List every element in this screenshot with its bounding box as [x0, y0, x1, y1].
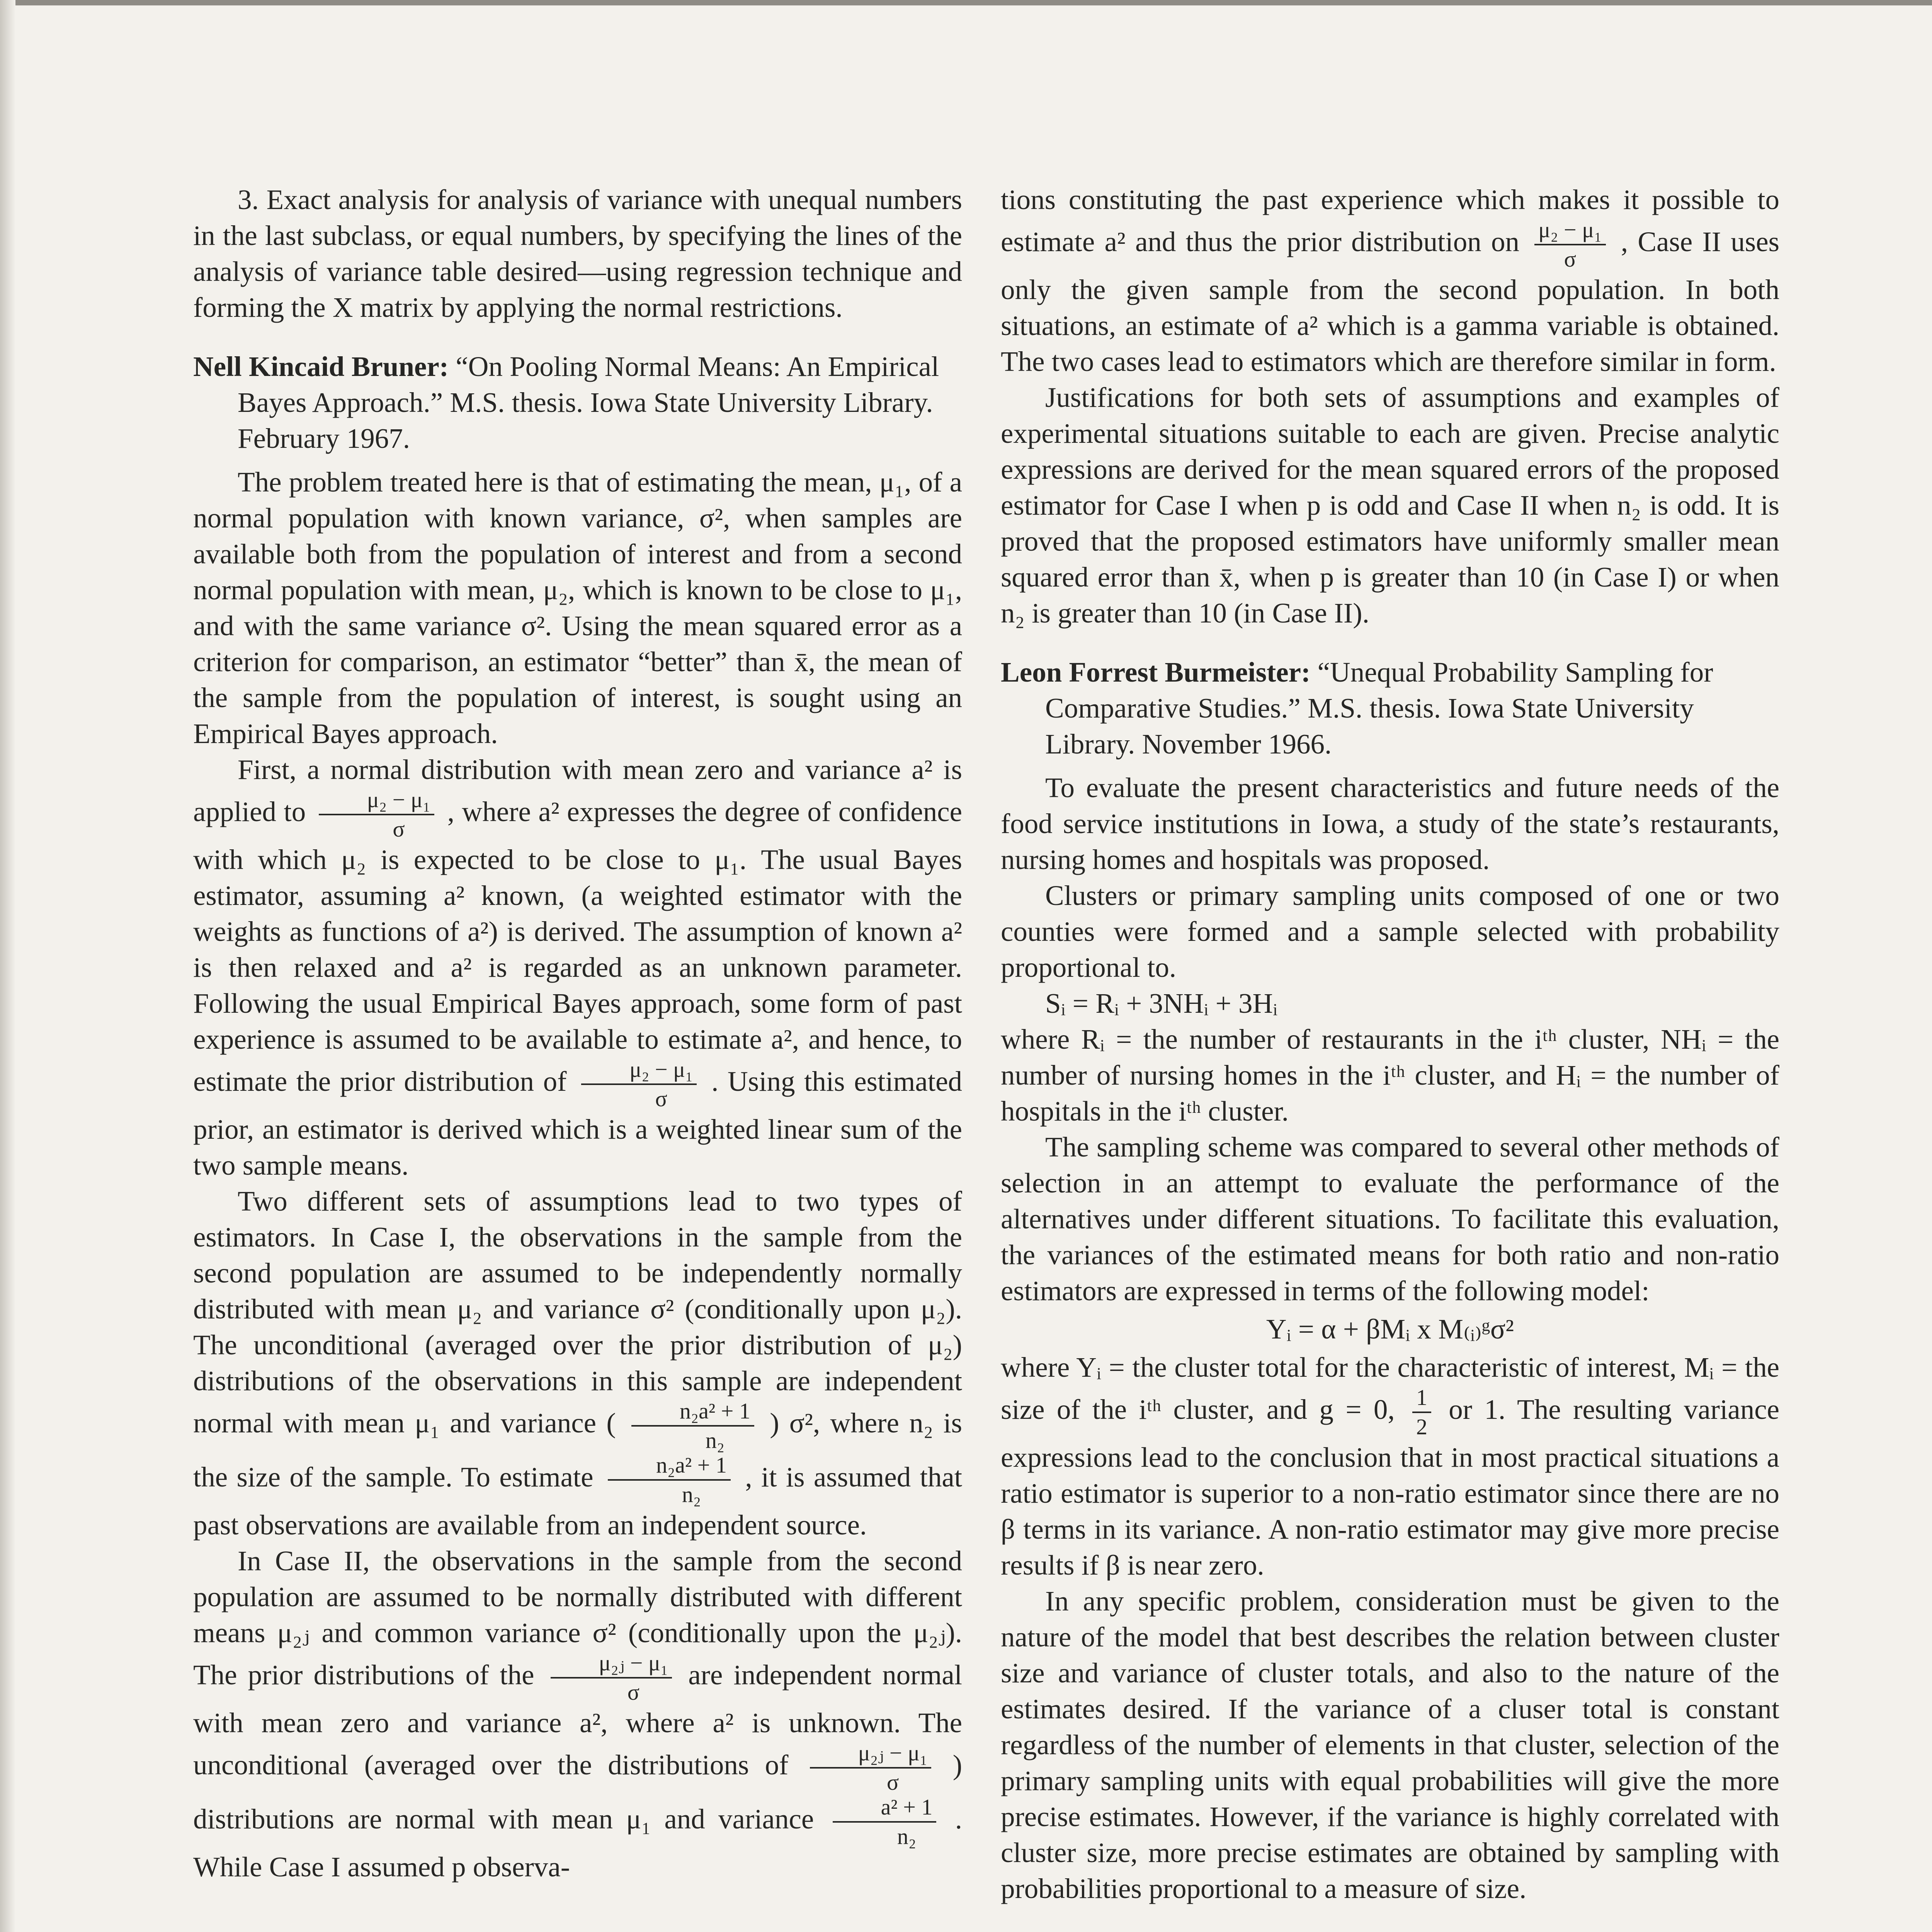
fraction: [1534, 218, 1605, 272]
paragraph: In any specific problem, consideration must be given to the nature of the model that best describes the relation between cluster size and variance of cluster totals, and also to the nature of the estimates desired. If the variance of a cluser total is constant regardless of the number of elements in that cluster, selection of the primary sampling units with equal probabilities will give the more precise estimates. However, if the variance is highly correlated with cluster size, more precise estimates are obtained by sampling with probabilities proportional to a measure of size.: [1001, 1585, 1779, 1904]
fraction-denominator: σ: [627, 1680, 640, 1705]
fraction-denominator: σ: [1564, 247, 1577, 272]
fraction: [833, 1795, 937, 1849]
text-run: . Using this estimated prior, an estimator is derived which is a weighted linear sum of the two sample means.: [193, 1065, 962, 1181]
text-run: tions constituting the past experience which makes it possible to estimate a² and thus the prior distribution on: [1001, 184, 1779, 257]
paragraph: [193, 752, 962, 1183]
fraction-numerator: μ₂ − μ₁: [319, 787, 434, 815]
paragraph: The sampling scheme was compared to several other methods of selection in an attempt to evaluate the performance of the alternatives under different situations. To facilitate this evaluation, the variances of the estimated means for both ratio and non-ratio estimators are expressed in terms of the following model:: [1001, 1131, 1779, 1306]
fraction-numerator: μ₂ⱼ − μ₁: [810, 1741, 932, 1769]
fraction-denominator: σ: [886, 1770, 899, 1795]
fraction-numerator: a² + 1: [833, 1795, 937, 1823]
fraction-denominator: 2: [1416, 1414, 1427, 1439]
fraction-denominator: n₂: [897, 1824, 917, 1849]
paragraph: Justifications for both sets of assumptions and examples of experimental situations suitable to each are given. Precise analytic expressions are derived for the mean squared errors of the proposed estimator for Case I when p is odd and Case II when n₂ is odd. It is proved that the proposed estimators have uniformly smaller mean squared error than x̄, when p is greater than 10 (in Case I) or when n₂ is greater than 10 (in Case II).: [1001, 382, 1779, 629]
paragraph: [1001, 182, 1779, 379]
fraction: [810, 1741, 932, 1795]
scan-edge-left: [0, 0, 15, 1932]
text-run: where Yᵢ = the cluster total for the characteristic of interest, Mᵢ = the size of the iᵗʰ cluster, and g = 0,: [1001, 1352, 1779, 1425]
fraction-numerator: μ₂ − μ₁: [1534, 218, 1605, 245]
equation: Sᵢ = Rᵢ + 3NHᵢ + 3Hᵢ: [1045, 988, 1278, 1019]
text-run: . While Case I assumed p observa-: [193, 1803, 962, 1883]
text-run: are independent normal with mean zero and variance a², where a² is unknown. The unconditional (averaged over the distributions of: [193, 1659, 962, 1781]
thesis-entry-burmeister: [1001, 654, 1779, 762]
text-run: ) σ², where n₂ is the size of the sample. To estimate: [193, 1407, 963, 1493]
fraction: [551, 1651, 672, 1705]
fraction-numerator: 1: [1412, 1385, 1431, 1413]
fraction: [631, 1399, 754, 1453]
text-run: Two different sets of assumptions lead to two types of estimators. In Case I, the observations in the sample from the second population are assumed to be independently normally distributed with mean μ₂ and variance σ² (conditionally upon μ₂). The unconditional (averaged over the prior distribution of μ₂) distributions of the observations in this sample are independent normal with mean μ₁ and variance (: [193, 1185, 962, 1439]
fraction: [1412, 1385, 1431, 1439]
entry-author: Nell Kincaid Bruner:: [193, 351, 449, 382]
text-run: ) distributions are normal with mean μ₁ and variance: [193, 1749, 963, 1835]
paragraph: [193, 1543, 962, 1885]
equation: Yᵢ = α + βMᵢ x M₍ᵢ₎ᵍσ²: [1266, 1313, 1514, 1345]
fraction-denominator: n₂: [682, 1482, 701, 1507]
thesis-entry-bruner: [193, 349, 962, 456]
entry-citation: “On Pooling Normal Means: An Empirical Bayes Approach.” M.S. thesis. Iowa State University Library. February 1967.: [238, 351, 939, 454]
text-run: First, a normal distribution with mean zero and variance a² is applied to: [193, 754, 962, 827]
fraction-numerator: n₂a² + 1: [631, 1399, 754, 1427]
text-run: or 1. The resulting variance expressions lead to the conclusion that in most practical situations a ratio estimator is superior to a non-ratio estimator since there are no β terms in its variance. A non-ratio estimator may give more precise results if β is near zero.: [1001, 1393, 1780, 1581]
text-run: , where a² expresses the degree of confidence with which μ₂ is expected to be close to μ₁. The usual Bayes estimator, assuming a² known, (a weighted estimator with the weights as functions of a²) is derived. The assumption of known a² is then relaxed and a² is regarded as an unknown parameter. Following the usual Empirical Bayes approach, some form of past experience is assumed to be available to estimate a², and hence, to estimate the prior distribution of: [193, 796, 963, 1097]
fraction-denominator: σ: [655, 1086, 667, 1111]
right-column: [1001, 182, 1779, 1906]
paragraph: The problem treated here is that of estimating the mean, μ₁, of a normal population with known variance, σ², when samples are available both from the population of interest and from a second normal population with mean, μ₂, which is known to be close to μ₁, and with the same variance σ². Using the mean squared error as a criterion for comparison, an estimator “better” than x̄, the mean of the sample from the population of interest, is sought using an Empirical Bayes approach.: [193, 466, 962, 749]
fraction: [319, 787, 434, 842]
text-run: In Case II, the observations in the sample from the second population are assumed to be normally distributed with different means μ₂ⱼ and common variance σ² (conditionally upon the μ₂ⱼ). The prior distributions of the: [193, 1545, 962, 1690]
analysis-item-3: 3. Exact analysis for analysis of variance with unequal numbers in the last subclass, or equal numbers, by specifying the lines of the analysis of variance table desired—using regression technique and forming the X matrix by applying the normal restrictions.: [193, 184, 962, 323]
left-column: [193, 182, 962, 1885]
scan-edge-top: [0, 0, 1932, 5]
paragraph: [1001, 1349, 1779, 1583]
paragraph: To evaluate the present characteristics and future needs of the food service institutions in Iowa, a study of the state’s restaurants, nursing homes and hospitals was proposed.: [1001, 772, 1779, 875]
fraction: [608, 1453, 731, 1507]
fraction-numerator: μ₂ − μ₁: [581, 1057, 697, 1085]
fraction-numerator: n₂a² + 1: [608, 1453, 731, 1481]
paragraph: Clusters or primary sampling units composed of one or two counties were formed and a sample selected with probability proportional to.: [1001, 880, 1779, 983]
entry-author: Leon Forrest Burmeister:: [1001, 656, 1311, 688]
fraction-numerator: μ₂ⱼ − μ₁: [551, 1651, 672, 1679]
text-run: , Case II uses only the given sample from the second population. In both situations, an estimate of a² which is a gamma variable is obtained. The two cases lead to estimators which are therefore similar in form.: [1001, 226, 1780, 377]
fraction-denominator: n₂: [705, 1428, 725, 1453]
fraction-denominator: σ: [393, 816, 405, 842]
paragraph: where Rᵢ = the number of restaurants in the iᵗʰ cluster, NHᵢ = the number of nursing homes in the iᵗʰ cluster, and Hᵢ = the number of hospitals in the iᵗʰ cluster.: [1001, 1024, 1779, 1127]
paragraph: [193, 1183, 962, 1543]
fraction: [581, 1057, 697, 1111]
entry-citation: “Unequal Probability Sampling for Comparative Studies.” M.S. thesis. Iowa State University Library. November 1966.: [1045, 656, 1713, 760]
text-run: , it is assumed that past observations are available from an independent source.: [193, 1461, 963, 1541]
